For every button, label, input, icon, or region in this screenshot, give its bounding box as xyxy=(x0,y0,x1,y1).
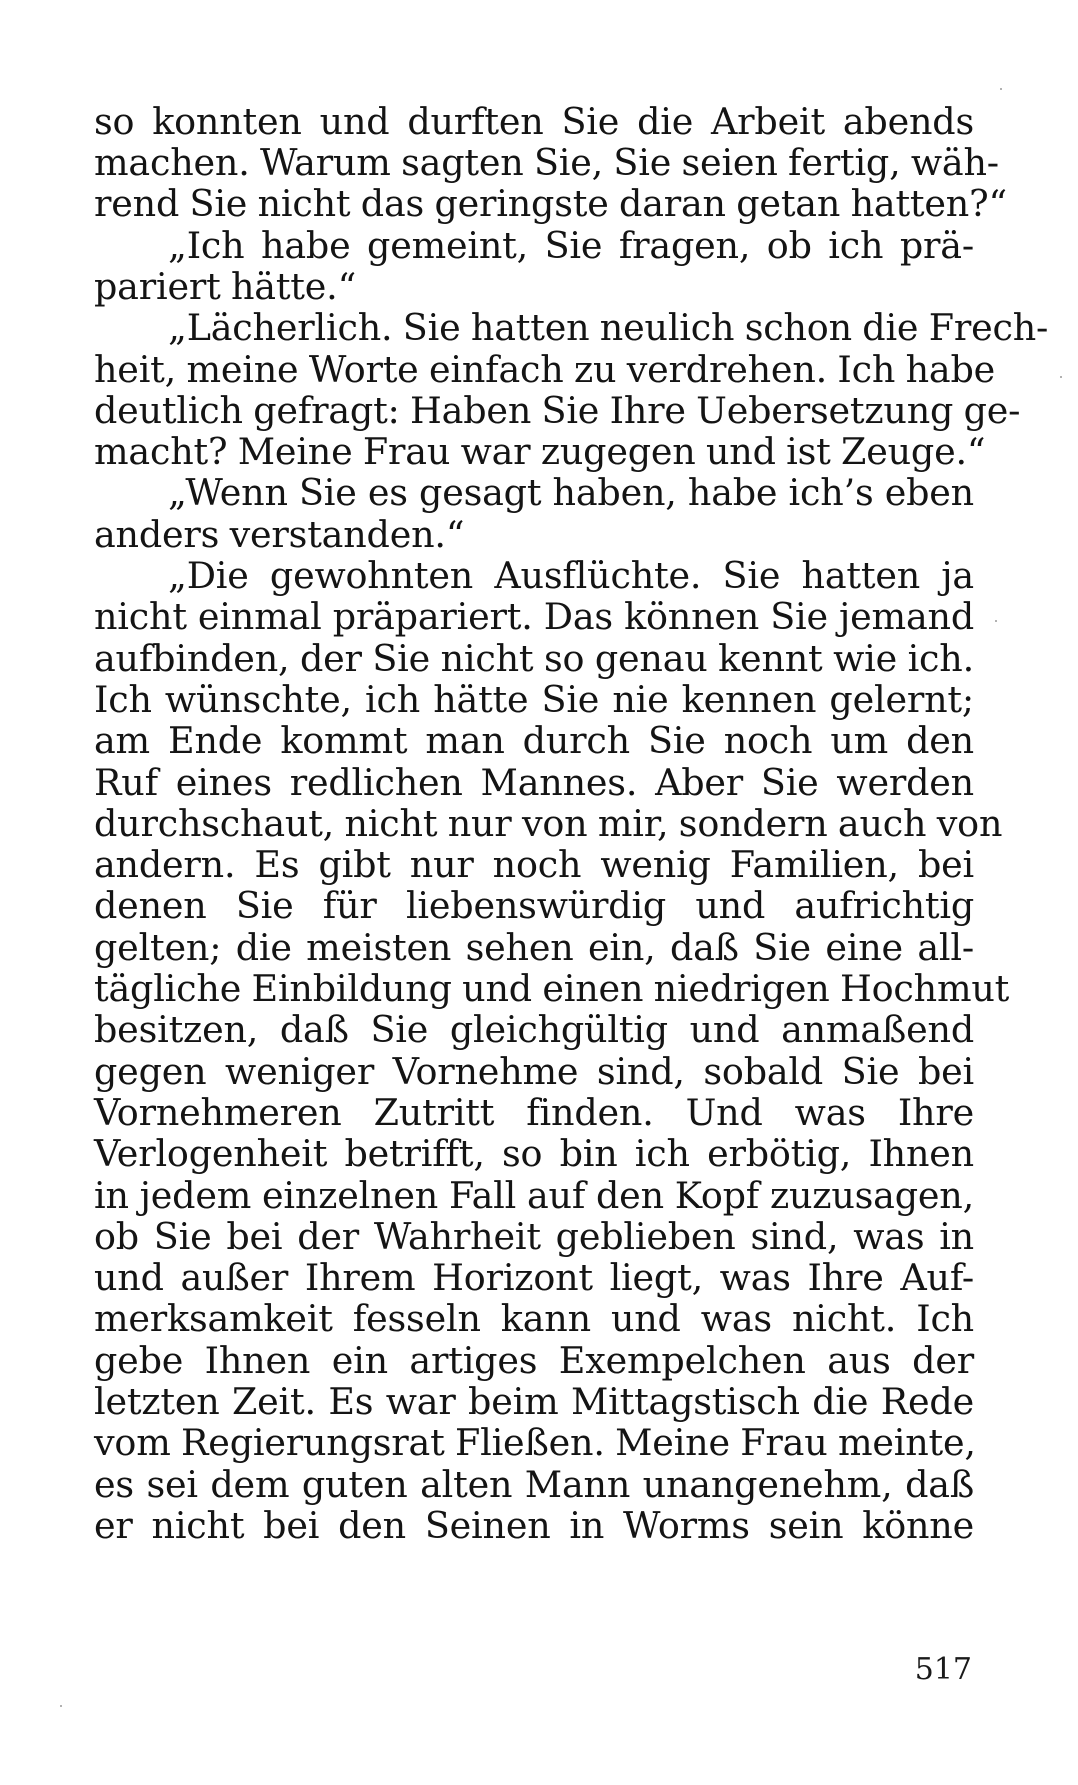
text-line: letzten Zeit. Es war beim Mittagstisch die Rede xyxy=(94,1380,974,1423)
text-line: er nicht bei den Seinen in Worms sein könne xyxy=(94,1504,974,1547)
text-line: durchschaut, nicht nur von mir, sondern auch von xyxy=(94,802,1003,845)
text-line: anders verstanden.“ xyxy=(94,513,465,556)
text-line: deutlich gefragt: Haben Sie Ihre Uebersetzung ge- xyxy=(94,389,1021,432)
paper-speck xyxy=(60,1705,62,1707)
text-line: ob Sie bei der Wahrheit geblieben sind, was in xyxy=(94,1215,974,1258)
text-line: merksamkeit fesseln kann und was nicht. Ich xyxy=(94,1297,974,1340)
paper-speck xyxy=(995,620,997,622)
text-line: gebe Ihnen ein artiges Exempelchen aus der xyxy=(94,1339,974,1382)
text-line: gelten; die meisten sehen ein, daß Sie eine all- xyxy=(94,926,974,969)
text-line: vom Regierungsrat Fließen. Meine Frau meinte, xyxy=(94,1421,976,1464)
text-line: machen. Warum sagten Sie, Sie seien fertig, wäh- xyxy=(94,141,999,184)
text-line: Verlogenheit betrifft, so bin ich erbötig, Ihnen xyxy=(94,1132,974,1175)
text-line: aufbinden, der Sie nicht so genau kennt wie ich. xyxy=(94,637,974,680)
text-line: „Lächerlich. Sie hatten neulich schon die Frech- xyxy=(168,306,1049,349)
text-line: Ich wünschte, ich hätte Sie nie kennen gelernt; xyxy=(94,678,974,721)
page-number: 517 xyxy=(914,1652,972,1687)
paper-speck xyxy=(1060,376,1062,378)
text-line: rend Sie nicht das geringste daran getan hatten?“ xyxy=(94,182,1007,225)
text-line: heit, meine Worte einfach zu verdrehen. Ich habe xyxy=(94,348,996,391)
text-line: in jedem einzelnen Fall auf den Kopf zuzusagen, xyxy=(94,1174,974,1217)
text-line: pariert hätte.“ xyxy=(94,265,357,308)
text-line: „Wenn Sie es gesagt haben, habe ich’s eben xyxy=(168,471,974,514)
text-line: nicht einmal präpariert. Das können Sie jemand xyxy=(94,595,974,638)
text-line: tägliche Einbildung und einen niedrigen Hochmut xyxy=(94,967,1010,1010)
text-line: denen Sie für liebenswürdig und aufrichtig xyxy=(94,884,974,927)
text-line: andern. Es gibt nur noch wenig Familien, bei xyxy=(94,843,974,886)
text-line: Vornehmeren Zutritt finden. Und was Ihre xyxy=(94,1091,974,1134)
text-line: es sei dem guten alten Mann unangenehm, daß xyxy=(94,1463,974,1506)
text-line: „Die gewohnten Ausflüchte. Sie hatten ja xyxy=(168,554,974,597)
text-line: macht? Meine Frau war zugegen und ist Zeuge.“ xyxy=(94,430,986,473)
text-line: besitzen, daß Sie gleichgültig und anmaßend xyxy=(94,1008,974,1051)
text-line: Ruf eines redlichen Mannes. Aber Sie werden xyxy=(94,761,974,804)
paper-speck xyxy=(1000,88,1002,90)
text-line: gegen weniger Vornehme sind, sobald Sie bei xyxy=(94,1050,974,1093)
text-line: „Ich habe gemeint, Sie fragen, ob ich prä- xyxy=(168,224,974,267)
text-line: am Ende kommt man durch Sie noch um den xyxy=(94,719,974,762)
text-line: und außer Ihrem Horizont liegt, was Ihre Auf- xyxy=(94,1256,974,1299)
text-line: so konnten und durften Sie die Arbeit abends xyxy=(94,100,974,143)
